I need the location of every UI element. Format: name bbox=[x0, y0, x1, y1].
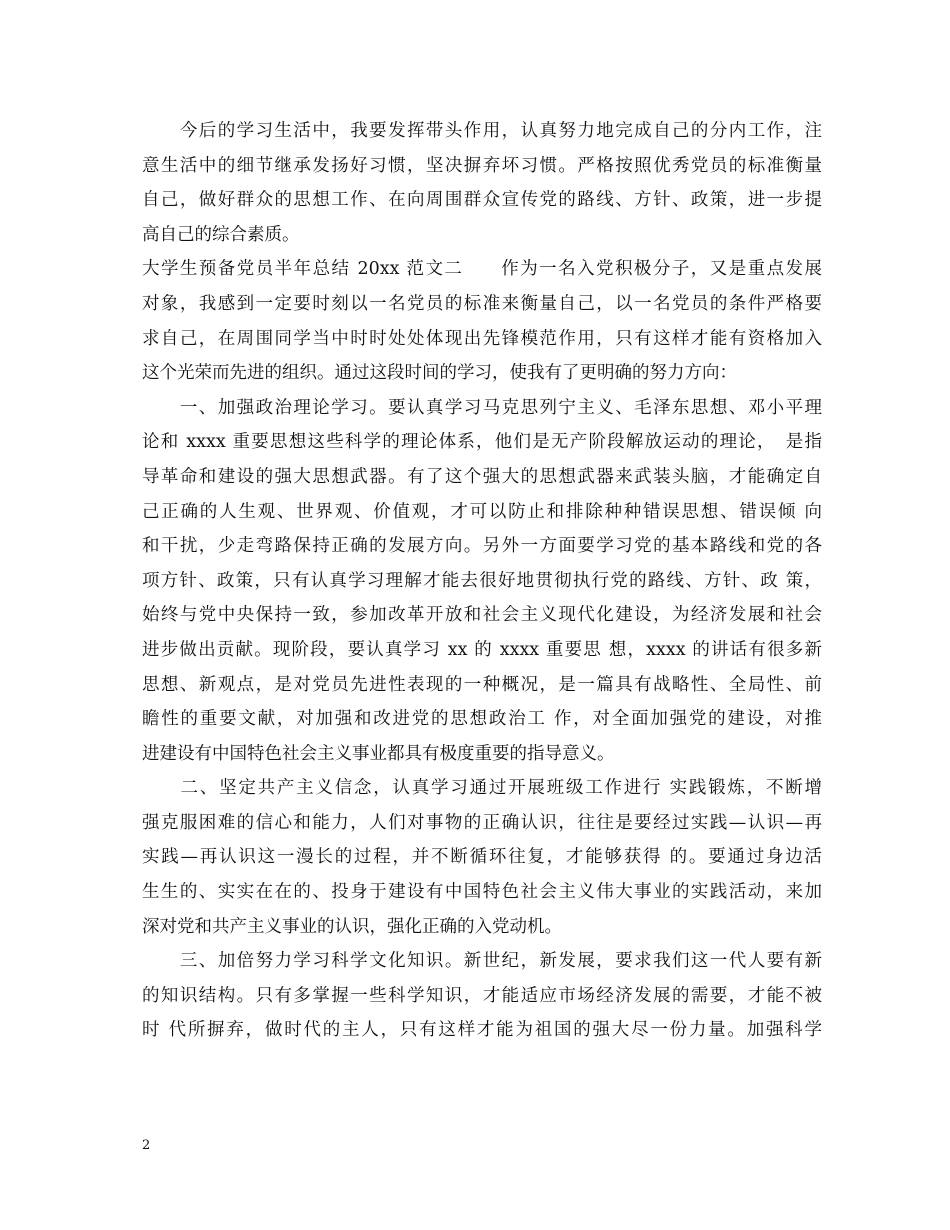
text-line-1: 今后的学习生活中，我要发挥带头作用，认真努力地完成自己的分内工作，注 bbox=[142, 121, 822, 141]
text-line-18: 瞻性的重要文献，对加强和改进党的思想政治工 作，对全面加强党的建设，对推 bbox=[142, 709, 822, 730]
text-line-13: 和干扰，少走弯路保持正确的发展方向。另外一方面要学习党的基本路线和党的各 bbox=[142, 536, 822, 557]
text-line-26: 的知识结构。只有多掌握一些科学知识，才能适应市场经济发展的需要，才能不被 bbox=[142, 985, 822, 1006]
text-line-23: 生生的、实实在在的、投身于建设有中国特色社会主义伟大事业的实践活动，来加 bbox=[142, 882, 822, 903]
text-line-6: 对象，我感到一定要时刻以一名党员的标准来衡量自己，以一名党员的条件严格要 bbox=[142, 293, 822, 314]
text-line-12: 己正确的人生观、世界观、价值观，才可以防止和排除种种错误思想、错误倾 向 bbox=[142, 501, 822, 522]
text-line-21: 强克服困难的信心和能力，人们对事物的正确认识，往往是要经过实践—认识—再 bbox=[142, 812, 822, 833]
text-line-8: 这个光荣而先进的组织。通过这段时间的学习，使我有了更明确的努力方向： bbox=[142, 363, 737, 384]
text-line-5: 大学生预备党员半年总结 20xx 范文二 作为一名入党积极分子，又是重点发展 bbox=[142, 259, 822, 280]
page-number: 2 bbox=[142, 1138, 151, 1153]
text-line-22: 实践—再认识这一漫长的过程，并不断循环往复，才能够获得 的。要通过身边活 bbox=[142, 847, 822, 868]
text-line-4: 高自己的综合素质。 bbox=[142, 224, 300, 245]
document-body bbox=[142, 114, 822, 1048]
text-line-15: 始终与党中央保持一致，参加改革开放和社会主义现代化建设，为经济发展和社会 bbox=[142, 605, 822, 626]
text-line-7: 求自己，在周围同学当中时时处处体现出先锋模范作用，只有这样才能有资格加入 bbox=[142, 328, 822, 349]
text-line-3: 自己，做好群众的思想工作、在向周围群众宣传党的路线、方针、政策，进一步提 bbox=[142, 190, 822, 211]
text-line-19: 进建设有中国特色社会主义事业都具有极度重要的指导意义。 bbox=[142, 743, 615, 764]
text-line-25: 三、加倍努力学习科学文化知识。新世纪，新发展，要求我们这一代人要有新 bbox=[142, 951, 822, 972]
text-line-2: 意生活中的细节继承发扬好习惯，坚决摒弃坏习惯。严格按照优秀党员的标准衡量 bbox=[142, 155, 822, 176]
text-line-9: 一、加强政治理论学习。要认真学习马克思列宁主义、毛泽东思想、邓小平理 bbox=[142, 397, 822, 418]
text-line-24: 深对党和共产主义事业的认识，强化正确的入党动机。 bbox=[142, 916, 562, 937]
text-line-14: 项方针、政策，只有认真学习理解才能去很好地贯彻执行党的路线、方针、政 策， bbox=[142, 570, 822, 591]
text-line-20: 二、坚定共产主义信念，认真学习通过开展班级工作进行 实践锻炼，不断增 bbox=[142, 778, 822, 799]
text-line-11: 导革命和建设的强大思想武器。有了这个强大的思想武器来武装头脑，才能确定自 bbox=[142, 466, 822, 487]
text-line-10: 论和 xxxx 重要思想这些科学的理论体系，他们是无产阶段解放运动的理论， 是指 bbox=[142, 432, 822, 453]
text-line-16: 进步做出贡献。现阶段，要认真学习 xx 的 xxxx 重要思 想，xxxx 的讲话有很多新 bbox=[142, 639, 822, 660]
text-line-17: 思想、新观点，是对党员先进性表现的一种概况，是一篇具有战略性、全局性、前 bbox=[142, 674, 822, 695]
text-line-27: 时 代所摒弃，做时代的主人，只有这样才能为祖国的强大尽一份力量。加强科学 bbox=[142, 1020, 822, 1041]
